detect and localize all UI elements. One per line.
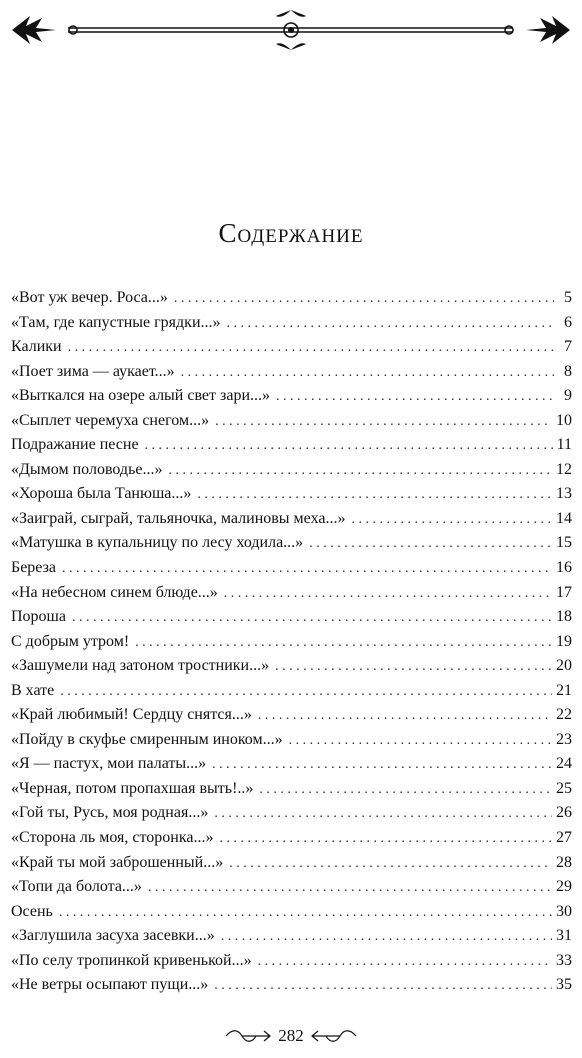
toc-entry — [11, 433, 572, 458]
toc-entry — [11, 507, 572, 532]
toc-entry-title: «Пойду в скуфье смиренным иноком...» — [11, 730, 283, 748]
toc-entry-page: 7 — [564, 338, 572, 356]
toc-entry-title: «Сторона ль моя, сторонка...» — [11, 829, 214, 847]
toc-entry-page: 10 — [556, 411, 572, 429]
toc-entry — [11, 679, 572, 704]
toc-entry-page: 6 — [564, 313, 572, 331]
toc-entry-title: «Заглушила засуха засевки...» — [11, 927, 215, 945]
toc-dot-leader — [227, 312, 555, 337]
toc-dot-leader — [351, 508, 552, 533]
toc-entry — [11, 826, 572, 851]
toc-dot-leader — [309, 532, 552, 557]
toc-entry — [11, 384, 572, 409]
toc-dot-leader — [168, 459, 552, 484]
toc-entry-title: Подражание песне — [11, 436, 139, 454]
toc-entry — [11, 458, 572, 483]
toc-entry-page: 27 — [556, 829, 572, 847]
toc-entry-page: 14 — [556, 509, 572, 527]
toc-entry — [11, 556, 572, 581]
toc-dot-leader — [181, 361, 554, 386]
toc-entry — [11, 875, 572, 900]
toc-entry — [11, 311, 572, 336]
page-number: 282 — [278, 1026, 304, 1045]
toc-entry-title: Калики — [11, 338, 62, 356]
toc-entry-page: 5 — [564, 289, 572, 306]
toc-entry-page: 13 — [556, 485, 572, 503]
toc-dot-leader — [276, 385, 554, 410]
toc-entry — [11, 605, 572, 630]
toc-entry-title: «Не ветры осыпают пущи...» — [11, 976, 209, 994]
toc-entry — [11, 409, 572, 434]
toc-dot-leader — [212, 753, 552, 778]
toc-entry-title: Береза — [11, 559, 57, 577]
toc-entry-page: 25 — [556, 779, 572, 797]
toc-entry-title: «Сыплет черемуха снегом...» — [11, 411, 210, 429]
toc-dot-leader — [219, 827, 552, 852]
toc-entry-title: «По селу тропинкой кривенькой...» — [11, 951, 252, 969]
toc-entry-title: «Край любимый! Сердцу снятся...» — [11, 706, 252, 724]
toc-dot-leader — [68, 336, 554, 361]
toc-entry-title: С добрым утром! — [11, 632, 130, 650]
toc-entry-page: 24 — [556, 755, 572, 773]
toc-dot-leader — [275, 655, 552, 680]
toc-entry — [11, 973, 572, 998]
toc-entry-title: «Поет зима — аукает...» — [11, 362, 175, 380]
toc-entry — [11, 531, 572, 556]
toc-entry — [11, 482, 572, 507]
toc-entry-title: В хате — [11, 681, 55, 699]
toc-dot-leader — [221, 925, 552, 950]
toc-dot-leader — [259, 778, 552, 803]
toc-entry-page: 21 — [556, 681, 572, 699]
toc-entry-title: «Я — пастух, мои палаты...» — [11, 755, 207, 773]
table-of-contents — [11, 286, 572, 998]
toc-entry-title: «Дымом половодье...» — [11, 460, 163, 478]
toc-entry-title: «Хороша была Танюша...» — [11, 485, 192, 503]
toc-entry-page: 31 — [556, 927, 572, 945]
toc-dot-leader — [62, 557, 552, 582]
toc-dot-leader — [148, 876, 552, 901]
toc-entry-title: Осень — [11, 902, 53, 920]
toc-dot-leader — [197, 483, 552, 508]
toc-entry-page: 20 — [556, 657, 572, 675]
footer-right-flourish-icon — [308, 1027, 358, 1045]
toc-dot-leader — [174, 287, 554, 312]
toc-entry — [11, 360, 572, 385]
toc-entry — [11, 654, 572, 679]
toc-dot-leader — [214, 974, 552, 999]
toc-dot-leader — [135, 631, 552, 656]
toc-dot-leader — [60, 680, 552, 705]
toc-dot-leader — [214, 802, 552, 827]
toc-dot-leader — [229, 852, 552, 877]
toc-entry — [11, 851, 572, 876]
footer-left-flourish-icon — [224, 1027, 274, 1045]
toc-entry-page: 12 — [556, 460, 572, 478]
toc-entry-page: 17 — [556, 583, 572, 601]
toc-entry-title: «Край ты мой заброшенный...» — [11, 853, 224, 871]
toc-entry — [11, 949, 572, 974]
toc-dot-leader — [258, 704, 552, 729]
toc-entry — [11, 286, 572, 311]
toc-entry-title: «Выткался на озере алый свет зари...» — [11, 387, 270, 405]
toc-entry — [11, 630, 572, 655]
toc-entry-title: «На небесном синем блюде...» — [11, 583, 218, 601]
toc-entry-title: «Топи да болота...» — [11, 878, 142, 896]
toc-dot-leader — [215, 410, 552, 435]
toc-entry-title: «Зашумели над затоном тростники...» — [11, 657, 270, 675]
toc-entry-page: 29 — [556, 878, 572, 896]
toc-entry-page: 19 — [556, 632, 572, 650]
toc-entry-title: Пороша — [11, 608, 66, 626]
toc-entry-title: «Гой ты, Русь, моя родная...» — [11, 804, 209, 822]
toc-dot-leader — [289, 729, 552, 754]
toc-entry-title: «Там, где капустные грядки...» — [11, 313, 221, 331]
toc-entry-page: 8 — [564, 362, 572, 380]
toc-entry — [11, 335, 572, 360]
toc-entry — [11, 703, 572, 728]
toc-entry — [11, 777, 572, 802]
toc-entry-page: 23 — [556, 730, 572, 748]
toc-entry — [11, 752, 572, 777]
page-footer — [0, 1024, 582, 1048]
toc-entry-page: 30 — [556, 902, 572, 920]
toc-dot-leader — [224, 582, 552, 607]
toc-entry-title: «Черная, потом пропахшая выть!..» — [11, 779, 254, 797]
toc-entry-title: «Заиграй, сыграй, тальяночка, малиновы меха...» — [11, 509, 346, 527]
toc-entry — [11, 924, 572, 949]
toc-entry-title: «Матушка в купальницу по лесу ходила...» — [11, 534, 304, 552]
toc-entry — [11, 728, 572, 753]
toc-entry-page: 11 — [556, 436, 572, 454]
toc-entry-page: 28 — [556, 853, 572, 871]
toc-entry-page: 15 — [556, 534, 572, 552]
toc-dot-leader — [72, 606, 552, 631]
toc-entry — [11, 581, 572, 606]
toc-entry-title: «Вот уж вечер. Роса...» — [11, 289, 168, 306]
toc-entry — [11, 900, 572, 925]
toc-entry — [11, 801, 572, 826]
header-ornament-icon — [8, 8, 574, 52]
toc-dot-leader — [59, 901, 552, 926]
toc-dot-leader — [258, 950, 552, 975]
page-title: Содержание — [218, 218, 364, 248]
toc-entry-page: 22 — [556, 706, 572, 724]
toc-entry-page: 33 — [556, 951, 572, 969]
toc-entry-page: 9 — [564, 387, 572, 405]
toc-entry-page: 35 — [556, 976, 572, 994]
toc-entry-page: 26 — [556, 804, 572, 822]
toc-dot-leader — [145, 434, 553, 459]
toc-entry-page: 18 — [556, 608, 572, 626]
toc-entry-page: 16 — [556, 559, 572, 577]
